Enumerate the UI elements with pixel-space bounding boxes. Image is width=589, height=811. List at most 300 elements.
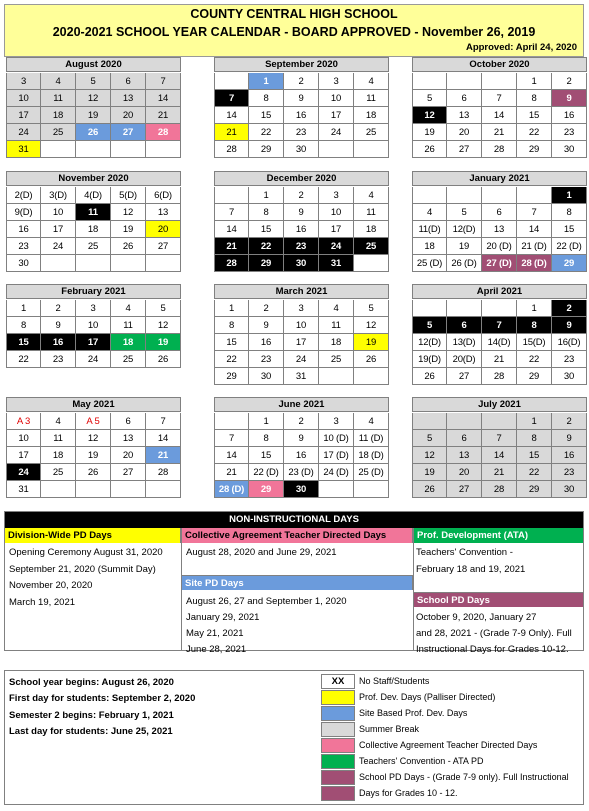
day-cell: [111, 481, 146, 498]
day-cell: 26: [111, 238, 146, 255]
day-cell: 1: [517, 300, 552, 317]
day-cell: [482, 187, 517, 204]
day-cell: 23: [6, 238, 41, 255]
day-cell: 7: [214, 204, 249, 221]
collective-item: August 28, 2020 and June 29, 2021: [186, 547, 337, 558]
day-cell: 2: [284, 413, 319, 430]
day-cell: 25: [319, 351, 354, 368]
day-cell: 29: [517, 141, 552, 158]
day-cell: 26: [354, 351, 389, 368]
day-cell: 4(D): [76, 187, 111, 204]
day-cell: 18: [41, 447, 76, 464]
day-cell: 18 (D): [354, 447, 389, 464]
day-cell: 11: [354, 90, 389, 107]
day-cell: 4: [41, 73, 76, 90]
day-cell: 29: [517, 368, 552, 385]
day-cell: 17: [284, 334, 319, 351]
day-cell: 23: [552, 351, 587, 368]
day-cell: 1: [249, 187, 284, 204]
month-title: January 2021: [412, 171, 587, 186]
day-cell: 1: [6, 300, 41, 317]
day-cell: 24: [76, 351, 111, 368]
day-cell: [76, 481, 111, 498]
day-cell: [447, 73, 482, 90]
day-cell: 16: [249, 334, 284, 351]
month-block: [6, 397, 181, 498]
legend-swatch: [321, 754, 355, 769]
non-instructional-title: NON-INSTRUCTIONAL DAYS: [5, 512, 583, 528]
day-cell: [146, 255, 181, 272]
legend-label: Summer Break: [359, 724, 420, 734]
day-cell: [447, 413, 482, 430]
ata-heading: Prof. Development (ATA): [414, 528, 583, 543]
day-cell: 2: [249, 300, 284, 317]
day-cell: 29: [249, 481, 284, 498]
day-cell: [41, 255, 76, 272]
day-cell: 3: [284, 300, 319, 317]
day-cell: 6: [111, 73, 146, 90]
day-cell: 8: [517, 90, 552, 107]
day-cell: [482, 413, 517, 430]
day-cell: 22: [517, 124, 552, 141]
day-cell: 30: [552, 368, 587, 385]
day-cell: 17: [319, 107, 354, 124]
day-cell: 18: [354, 107, 389, 124]
day-cell: 21: [482, 464, 517, 481]
month-block: [412, 171, 587, 272]
day-cell: 29: [249, 255, 284, 272]
day-cell: 9: [249, 317, 284, 334]
approved-date: Approved: April 24, 2020: [465, 42, 577, 53]
day-cell: 28: [146, 464, 181, 481]
day-cell: 16: [284, 221, 319, 238]
column-divider: [413, 528, 414, 651]
day-cell: 10: [284, 317, 319, 334]
day-cell: 22: [517, 351, 552, 368]
month-title: July 2021: [412, 397, 587, 412]
school-pd-item: and 28, 2021 - (Grade 7-9 Only). Full: [416, 628, 572, 639]
day-cell: 25: [76, 238, 111, 255]
day-cell: 29: [214, 368, 249, 385]
site-pd-item: August 26, 27 and September 1, 2020: [186, 596, 347, 607]
day-cell: 28: [482, 141, 517, 158]
day-cell: 7: [214, 90, 249, 107]
day-cell: 18: [41, 107, 76, 124]
day-cell: [412, 413, 447, 430]
day-cell: 10: [319, 90, 354, 107]
day-cell: 21: [146, 447, 181, 464]
day-cell: 9: [552, 90, 587, 107]
day-cell: 11: [41, 430, 76, 447]
key-date-semester-2: Semester 2 begins: February 1, 2021: [9, 710, 174, 721]
calendar-header: [4, 4, 584, 57]
month-block: [6, 57, 181, 158]
day-cell: 1: [552, 187, 587, 204]
day-cell: 22 (D): [552, 238, 587, 255]
day-cell: 2: [284, 73, 319, 90]
day-cell: 6: [447, 317, 482, 334]
day-cell: 17: [6, 107, 41, 124]
day-cell: 25: [354, 238, 389, 255]
day-cell: 14: [146, 90, 181, 107]
day-cell: 1: [214, 300, 249, 317]
day-cell: 16: [6, 221, 41, 238]
day-cell: [41, 481, 76, 498]
day-cell: 28: [146, 124, 181, 141]
calendar-title: 2020-2021 SCHOOL YEAR CALENDAR - BOARD APPROVED - November 26, 2019: [52, 25, 536, 39]
day-cell: 15(D): [517, 334, 552, 351]
day-cell: 13: [482, 221, 517, 238]
day-cell: A 5: [76, 413, 111, 430]
day-cell: 22: [6, 351, 41, 368]
legend-swatch: [321, 690, 355, 705]
day-cell: 13(D): [447, 334, 482, 351]
day-cell: 28 (D): [517, 255, 552, 272]
day-cell: 27: [447, 368, 482, 385]
legend-swatch: XX: [321, 674, 355, 689]
day-cell: 12(D): [412, 334, 447, 351]
day-cell: 19: [412, 124, 447, 141]
day-cell: 7: [482, 90, 517, 107]
month-title: March 2021: [214, 284, 389, 299]
day-cell: 19(D): [412, 351, 447, 368]
day-cell: 8: [552, 204, 587, 221]
school-pd-item: Instructional Days for Grades 10-12.: [416, 644, 569, 655]
day-cell: 5(D): [111, 187, 146, 204]
day-cell: 3: [319, 413, 354, 430]
day-cell: 24: [6, 124, 41, 141]
day-cell: 4: [111, 300, 146, 317]
day-cell: [41, 141, 76, 158]
day-cell: 2: [552, 300, 587, 317]
day-cell: 13: [447, 447, 482, 464]
day-cell: 21 (D): [517, 238, 552, 255]
day-cell: 14: [482, 107, 517, 124]
day-cell: 15: [249, 447, 284, 464]
division-pd-item: March 19, 2021: [9, 597, 76, 608]
day-cell: 6: [111, 413, 146, 430]
day-cell: 28: [214, 255, 249, 272]
month-block: [412, 284, 587, 385]
month-block: [214, 284, 389, 385]
day-cell: 15: [6, 334, 41, 351]
day-cell: [354, 255, 389, 272]
day-cell: 31: [6, 141, 41, 158]
day-cell: 22: [249, 238, 284, 255]
day-cell: 30: [284, 255, 319, 272]
day-cell: 23 (D): [284, 464, 319, 481]
day-cell: 9: [284, 430, 319, 447]
day-cell: [214, 187, 249, 204]
month-block: [6, 171, 181, 272]
day-cell: 25: [41, 464, 76, 481]
day-cell: 9: [284, 204, 319, 221]
day-cell: [319, 141, 354, 158]
day-cell: 13: [111, 90, 146, 107]
day-cell: 10 (D): [319, 430, 354, 447]
day-cell: 22: [214, 351, 249, 368]
day-cell: 8: [249, 430, 284, 447]
day-cell: 21: [214, 238, 249, 255]
day-cell: 8: [517, 317, 552, 334]
key-date-last-day: Last day for students: June 25, 2021: [9, 726, 173, 737]
day-cell: 14: [214, 447, 249, 464]
day-cell: 16: [552, 447, 587, 464]
day-cell: 12: [76, 430, 111, 447]
day-cell: 11 (D): [354, 430, 389, 447]
day-cell: 15: [249, 107, 284, 124]
day-cell: 14: [146, 430, 181, 447]
day-cell: 18: [412, 238, 447, 255]
day-cell: 27: [111, 464, 146, 481]
day-cell: [482, 300, 517, 317]
day-cell: [354, 141, 389, 158]
day-cell: 19: [111, 221, 146, 238]
day-cell: 15: [517, 107, 552, 124]
day-cell: 12: [76, 90, 111, 107]
day-cell: 5: [412, 430, 447, 447]
ata-item: Teachers' Convention -: [416, 547, 513, 558]
day-cell: 12: [111, 204, 146, 221]
legend-swatch: [321, 738, 355, 753]
month-block: [214, 171, 389, 272]
day-cell: 18: [354, 221, 389, 238]
day-cell: 31: [319, 255, 354, 272]
day-cell: 15: [249, 221, 284, 238]
legend-label: Teachers' Convention - ATA PD: [359, 756, 484, 766]
day-cell: 23: [284, 124, 319, 141]
day-cell: [214, 413, 249, 430]
day-cell: 30: [284, 141, 319, 158]
day-cell: 22: [249, 124, 284, 141]
day-cell: 7: [146, 413, 181, 430]
day-cell: 30: [284, 481, 319, 498]
day-cell: 24 (D): [319, 464, 354, 481]
day-cell: 5: [76, 73, 111, 90]
site-pd-item: January 29, 2021: [186, 612, 260, 623]
month-title: April 2021: [412, 284, 587, 299]
month-title: June 2021: [214, 397, 389, 412]
day-cell: 24: [41, 238, 76, 255]
day-cell: 16: [284, 447, 319, 464]
day-cell: 8: [517, 430, 552, 447]
day-cell: 28: [482, 368, 517, 385]
day-cell: 3: [319, 187, 354, 204]
day-cell: 21: [482, 124, 517, 141]
day-cell: 14: [482, 447, 517, 464]
day-cell: 19: [412, 464, 447, 481]
day-cell: 20: [111, 447, 146, 464]
day-cell: [214, 73, 249, 90]
day-cell: 10: [6, 430, 41, 447]
day-cell: [412, 73, 447, 90]
day-cell: 11: [41, 90, 76, 107]
day-cell: 24: [6, 464, 41, 481]
day-cell: 26: [412, 368, 447, 385]
day-cell: 29: [517, 481, 552, 498]
day-cell: 4: [412, 204, 447, 221]
day-cell: 4: [354, 187, 389, 204]
day-cell: 28: [214, 141, 249, 158]
day-cell: 16: [41, 334, 76, 351]
day-cell: [111, 255, 146, 272]
day-cell: 21: [214, 124, 249, 141]
legend-swatch: [321, 786, 355, 801]
month-block: [214, 57, 389, 158]
division-pd-item: Opening Ceremony August 31, 2020: [9, 547, 163, 558]
day-cell: 9: [284, 90, 319, 107]
day-cell: 23: [552, 124, 587, 141]
day-cell: 7: [146, 73, 181, 90]
month-block: [214, 397, 389, 498]
day-cell: 15: [552, 221, 587, 238]
day-cell: 23: [552, 464, 587, 481]
day-cell: 6(D): [146, 187, 181, 204]
day-cell: 19: [76, 447, 111, 464]
day-cell: 8: [249, 204, 284, 221]
day-cell: 17: [41, 221, 76, 238]
day-cell: 15: [517, 447, 552, 464]
day-cell: 5: [447, 204, 482, 221]
school-pd-heading: School PD Days: [414, 592, 583, 607]
day-cell: 20: [146, 221, 181, 238]
day-cell: 7: [517, 204, 552, 221]
day-cell: [517, 187, 552, 204]
day-cell: 30: [6, 255, 41, 272]
day-cell: 18: [111, 334, 146, 351]
day-cell: 26 (D): [447, 255, 482, 272]
day-cell: 24: [284, 351, 319, 368]
day-cell: [354, 368, 389, 385]
day-cell: 26: [412, 141, 447, 158]
day-cell: 1: [517, 413, 552, 430]
day-cell: 30: [552, 141, 587, 158]
day-cell: [447, 300, 482, 317]
day-cell: 30: [249, 368, 284, 385]
month-title: February 2021: [6, 284, 181, 299]
day-cell: 23: [284, 238, 319, 255]
legend-swatch: [321, 770, 355, 785]
day-cell: 19: [447, 238, 482, 255]
day-cell: 26: [146, 351, 181, 368]
day-cell: 19: [354, 334, 389, 351]
day-cell: 12: [412, 447, 447, 464]
day-cell: 3: [6, 73, 41, 90]
day-cell: 14: [214, 107, 249, 124]
day-cell: 12(D): [447, 221, 482, 238]
day-cell: 14(D): [482, 334, 517, 351]
day-cell: 17: [76, 334, 111, 351]
day-cell: 21: [482, 351, 517, 368]
day-cell: 20 (D): [482, 238, 517, 255]
day-cell: 4: [354, 73, 389, 90]
day-cell: 29: [552, 255, 587, 272]
day-cell: [447, 187, 482, 204]
day-cell: 12: [146, 317, 181, 334]
day-cell: [111, 141, 146, 158]
day-cell: 27: [447, 141, 482, 158]
day-cell: 16(D): [552, 334, 587, 351]
day-cell: 10: [76, 317, 111, 334]
day-cell: 19: [76, 107, 111, 124]
legend-label: Collective Agreement Teacher Directed Days: [359, 740, 538, 750]
site-pd-item: June 28, 2021: [186, 644, 247, 655]
day-cell: 4: [41, 413, 76, 430]
day-cell: 25 (D): [412, 255, 447, 272]
day-cell: 19: [146, 334, 181, 351]
division-pd-item: November 20, 2020: [9, 580, 93, 591]
day-cell: 2: [284, 187, 319, 204]
site-pd-item: May 21, 2021: [186, 628, 244, 639]
day-cell: 22 (D): [249, 464, 284, 481]
day-cell: 9: [41, 317, 76, 334]
legend-label: Site Based Prof. Dev. Days: [359, 708, 468, 718]
day-cell: 6: [447, 90, 482, 107]
key-dates-and-legend: [4, 670, 584, 805]
day-cell: 11: [76, 204, 111, 221]
day-cell: 2(D): [6, 187, 41, 204]
day-cell: 20: [447, 124, 482, 141]
day-cell: [319, 368, 354, 385]
day-cell: 25: [111, 351, 146, 368]
day-cell: 3: [76, 300, 111, 317]
day-cell: 15: [214, 334, 249, 351]
day-cell: 28: [482, 481, 517, 498]
day-cell: 16: [284, 107, 319, 124]
day-cell: 4: [319, 300, 354, 317]
day-cell: 10: [41, 204, 76, 221]
month-block: [6, 284, 181, 385]
legend-label: Days for Grades 10 - 12.: [359, 788, 458, 798]
non-instructional-days: [4, 511, 584, 655]
day-cell: 5: [146, 300, 181, 317]
day-cell: 26: [412, 481, 447, 498]
day-cell: [482, 73, 517, 90]
day-cell: 11: [354, 204, 389, 221]
day-cell: 21: [146, 107, 181, 124]
day-cell: 20(D): [447, 351, 482, 368]
school-name: COUNTY CENTRAL HIGH SCHOOL: [190, 7, 398, 21]
day-cell: [76, 255, 111, 272]
day-cell: 12: [354, 317, 389, 334]
day-cell: 27 (D): [482, 255, 517, 272]
day-cell: A 3: [6, 413, 41, 430]
day-cell: 31: [284, 368, 319, 385]
month-title: October 2020: [412, 57, 587, 72]
legend-swatch: [321, 722, 355, 737]
day-cell: 7: [482, 317, 517, 334]
legend-label: Prof. Dev. Days (Palliser Directed): [359, 692, 496, 702]
legend-swatch: [321, 706, 355, 721]
day-cell: [412, 300, 447, 317]
day-cell: [146, 481, 181, 498]
day-cell: 8: [6, 317, 41, 334]
day-cell: 2: [552, 413, 587, 430]
ata-item: February 18 and 19, 2021: [416, 564, 526, 575]
day-cell: 3(D): [41, 187, 76, 204]
day-cell: 29: [249, 141, 284, 158]
legend-label: School PD Days - (Grade 7-9 only). Full Instructional: [359, 772, 569, 782]
day-cell: 11(D): [412, 221, 447, 238]
day-cell: 2: [552, 73, 587, 90]
day-cell: 26: [76, 124, 111, 141]
day-cell: [319, 481, 354, 498]
day-cell: 6: [482, 204, 517, 221]
day-cell: 5: [412, 317, 447, 334]
day-cell: 16: [552, 107, 587, 124]
day-cell: 30: [552, 481, 587, 498]
day-cell: [146, 141, 181, 158]
